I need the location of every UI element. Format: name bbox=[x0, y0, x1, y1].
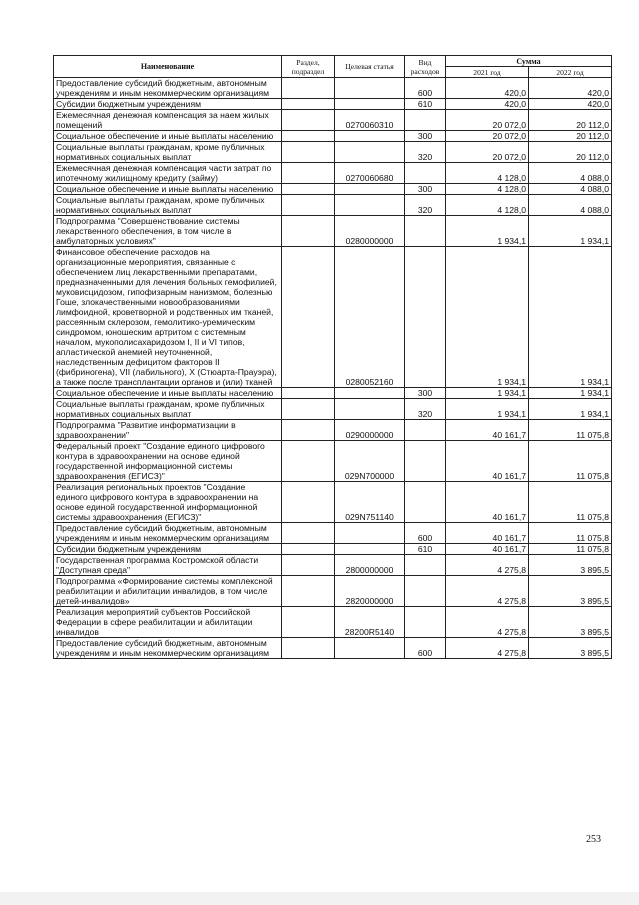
row-section bbox=[282, 482, 335, 523]
row-2021: 40 161,7 bbox=[446, 420, 529, 441]
table-row bbox=[54, 184, 612, 195]
table-row bbox=[54, 555, 612, 576]
row-section bbox=[282, 555, 335, 576]
row-section bbox=[282, 142, 335, 163]
table-row bbox=[54, 131, 612, 142]
row-2021: 1 934,1 bbox=[446, 216, 529, 247]
row-2022: 1 934,1 bbox=[529, 399, 612, 420]
row-2022: 4 088,0 bbox=[529, 184, 612, 195]
table-row bbox=[54, 576, 612, 607]
table-row bbox=[54, 195, 612, 216]
row-target: 029N700000 bbox=[335, 441, 405, 482]
row-2021: 20 072,0 bbox=[446, 110, 529, 131]
row-type bbox=[405, 110, 446, 131]
header-name: Наименование bbox=[54, 56, 282, 78]
row-2021: 4 275,8 bbox=[446, 555, 529, 576]
table-header bbox=[54, 56, 612, 78]
row-section bbox=[282, 607, 335, 638]
row-name: Государственная программа Костромской области "Доступная среда" bbox=[54, 555, 282, 576]
row-target: 0290000000 bbox=[335, 420, 405, 441]
row-section bbox=[282, 638, 335, 659]
row-2022: 3 895,5 bbox=[529, 607, 612, 638]
row-type bbox=[405, 607, 446, 638]
row-target: 2820000000 bbox=[335, 576, 405, 607]
row-2022: 11 075,8 bbox=[529, 544, 612, 555]
row-target: 0280052160 bbox=[335, 247, 405, 388]
row-name: Социальные выплаты гражданам, кроме публичных нормативных социальных выплат bbox=[54, 195, 282, 216]
row-2022: 1 934,1 bbox=[529, 247, 612, 388]
row-name: Предоставление субсидий бюджетным, автономным учреждениям и иным некоммерческим организациям bbox=[54, 523, 282, 544]
row-2022: 20 112,0 bbox=[529, 110, 612, 131]
row-target: 0270060310 bbox=[335, 110, 405, 131]
row-target: 2800000000 bbox=[335, 555, 405, 576]
row-2021: 4 128,0 bbox=[446, 163, 529, 184]
row-section bbox=[282, 184, 335, 195]
table-row bbox=[54, 441, 612, 482]
row-2021: 420,0 bbox=[446, 99, 529, 110]
header-2021: 2021 год bbox=[446, 67, 529, 78]
row-2022: 420,0 bbox=[529, 78, 612, 99]
row-2022: 11 075,8 bbox=[529, 420, 612, 441]
row-name: Реализация мероприятий субъектов Российской Федерации в сфере реабилитации и абилитации инвалидов bbox=[54, 607, 282, 638]
row-2021: 4 275,8 bbox=[446, 638, 529, 659]
row-2022: 1 934,1 bbox=[529, 216, 612, 247]
header-sum: Сумма bbox=[446, 56, 612, 67]
table-row bbox=[54, 99, 612, 110]
table-row bbox=[54, 523, 612, 544]
header-target: Целевая статья bbox=[335, 56, 405, 78]
row-2021: 4 128,0 bbox=[446, 195, 529, 216]
row-2021: 40 161,7 bbox=[446, 482, 529, 523]
row-2021: 4 275,8 bbox=[446, 576, 529, 607]
scan-edge bbox=[0, 892, 639, 905]
row-name: Ежемесячная денежная компенсация части затрат по ипотечному жилищному кредиту (займу) bbox=[54, 163, 282, 184]
row-target: 0280000000 bbox=[335, 216, 405, 247]
table-row bbox=[54, 216, 612, 247]
row-name: Социальное обеспечение и иные выплаты населению bbox=[54, 388, 282, 399]
row-type bbox=[405, 555, 446, 576]
row-target bbox=[335, 99, 405, 110]
row-name: Социальные выплаты гражданам, кроме публичных нормативных социальных выплат bbox=[54, 142, 282, 163]
row-2022: 4 088,0 bbox=[529, 195, 612, 216]
row-name: Субсидии бюджетным учреждениям bbox=[54, 99, 282, 110]
row-name: Социальное обеспечение и иные выплаты населению bbox=[54, 131, 282, 142]
row-type bbox=[405, 576, 446, 607]
row-2021: 40 161,7 bbox=[446, 441, 529, 482]
row-2021: 420,0 bbox=[446, 78, 529, 99]
row-name: Федеральный проект "Создание единого цифрового контура в здравоохранении на основе единой государственной информационной системы здравоохранения (ЕГИСЗ)" bbox=[54, 441, 282, 482]
row-target bbox=[335, 388, 405, 399]
row-name: Финансовое обеспечение расходов на организационные мероприятия, связанные с обеспечением лиц лекарственными препаратами, предназначенными для лечения больных гемофилией, муковисцидозом, гипофизарным нанизмом, болезнью Гоше, злокачественными новообразованиями лимфоидной, кроветворной и родственных им тканей, рассеянным склерозом, гемолитико-уремическим синдромом, юношеским артритом с системным началом, мукополисахаридозом I, II и VI типов, апластической анемией неуточненной, наследственным дефицитом факторов II (фибриногена), VII (лабильного), X (Стюарта-Прауэра), а также после трансплантации органов и (или) тканей bbox=[54, 247, 282, 388]
row-type: 300 bbox=[405, 388, 446, 399]
row-2021: 20 072,0 bbox=[446, 131, 529, 142]
row-type: 300 bbox=[405, 131, 446, 142]
row-type: 600 bbox=[405, 523, 446, 544]
row-section bbox=[282, 420, 335, 441]
row-type bbox=[405, 163, 446, 184]
row-section bbox=[282, 216, 335, 247]
row-target bbox=[335, 544, 405, 555]
table-row bbox=[54, 420, 612, 441]
row-type: 610 bbox=[405, 99, 446, 110]
table-row bbox=[54, 163, 612, 184]
row-type: 320 bbox=[405, 399, 446, 420]
row-type bbox=[405, 247, 446, 388]
table-row bbox=[54, 607, 612, 638]
row-target bbox=[335, 638, 405, 659]
row-section bbox=[282, 195, 335, 216]
row-2021: 4 275,8 bbox=[446, 607, 529, 638]
row-2022: 3 895,5 bbox=[529, 638, 612, 659]
row-section bbox=[282, 78, 335, 99]
row-name: Ежемесячная денежная компенсация за наем жилых помещений bbox=[54, 110, 282, 131]
table-row bbox=[54, 544, 612, 555]
row-2022: 20 112,0 bbox=[529, 131, 612, 142]
row-2021: 40 161,7 bbox=[446, 523, 529, 544]
row-2022: 11 075,8 bbox=[529, 523, 612, 544]
row-section bbox=[282, 544, 335, 555]
row-type bbox=[405, 482, 446, 523]
row-target: 0270060680 bbox=[335, 163, 405, 184]
row-type: 320 bbox=[405, 142, 446, 163]
row-2022: 11 075,8 bbox=[529, 441, 612, 482]
row-type bbox=[405, 441, 446, 482]
row-name: Подпрограмма "Совершенствование системы лекарственного обеспечения, в том числе в амбулаторных условиях" bbox=[54, 216, 282, 247]
table-row bbox=[54, 388, 612, 399]
page-number: 253 bbox=[586, 834, 601, 845]
table-row bbox=[54, 399, 612, 420]
row-section bbox=[282, 399, 335, 420]
row-name: Социальное обеспечение и иные выплаты населению bbox=[54, 184, 282, 195]
row-2022: 4 088,0 bbox=[529, 163, 612, 184]
row-target bbox=[335, 523, 405, 544]
row-target bbox=[335, 142, 405, 163]
row-target: 28200R5140 bbox=[335, 607, 405, 638]
row-section bbox=[282, 247, 335, 388]
row-type: 600 bbox=[405, 638, 446, 659]
row-target: 029N751140 bbox=[335, 482, 405, 523]
row-target bbox=[335, 195, 405, 216]
row-2021: 20 072,0 bbox=[446, 142, 529, 163]
row-2022: 3 895,5 bbox=[529, 555, 612, 576]
row-2022: 420,0 bbox=[529, 99, 612, 110]
row-type: 300 bbox=[405, 184, 446, 195]
row-name: Субсидии бюджетным учреждениям bbox=[54, 544, 282, 555]
row-target bbox=[335, 184, 405, 195]
row-section bbox=[282, 110, 335, 131]
row-name: Социальные выплаты гражданам, кроме публичных нормативных социальных выплат bbox=[54, 399, 282, 420]
table-row bbox=[54, 247, 612, 388]
table-row bbox=[54, 482, 612, 523]
row-section bbox=[282, 131, 335, 142]
row-2021: 1 934,1 bbox=[446, 247, 529, 388]
row-2021: 1 934,1 bbox=[446, 399, 529, 420]
row-section bbox=[282, 99, 335, 110]
row-target bbox=[335, 78, 405, 99]
row-name: Предоставление субсидий бюджетным, автономным учреждениям и иным некоммерческим организациям bbox=[54, 78, 282, 99]
row-name: Реализация региональных проектов "Создание единого цифрового контура в здравоохранении на основе единой государственной информационной системы здравоохранения (ЕГИСЗ)" bbox=[54, 482, 282, 523]
budget-table bbox=[53, 55, 612, 659]
row-type: 610 bbox=[405, 544, 446, 555]
row-2022: 11 075,8 bbox=[529, 482, 612, 523]
header-section: Раздел, подраздел bbox=[282, 56, 335, 78]
row-section bbox=[282, 441, 335, 482]
table-row bbox=[54, 142, 612, 163]
row-section bbox=[282, 163, 335, 184]
row-target bbox=[335, 131, 405, 142]
row-name: Подпрограмма «Формирование системы комплексной реабилитации и абилитации инвалидов, в том числе детей-инвалидов» bbox=[54, 576, 282, 607]
row-2022: 3 895,5 bbox=[529, 576, 612, 607]
header-type: Вид расходов bbox=[405, 56, 446, 78]
row-2022: 1 934,1 bbox=[529, 388, 612, 399]
row-2022: 20 112,0 bbox=[529, 142, 612, 163]
row-section bbox=[282, 388, 335, 399]
row-2021: 1 934,1 bbox=[446, 388, 529, 399]
row-name: Предоставление субсидий бюджетным, автономным учреждениям и иным некоммерческим организациям bbox=[54, 638, 282, 659]
table-row bbox=[54, 638, 612, 659]
row-type: 600 bbox=[405, 78, 446, 99]
header-2022: 2022 год bbox=[529, 67, 612, 78]
row-type: 320 bbox=[405, 195, 446, 216]
row-target bbox=[335, 399, 405, 420]
table-row bbox=[54, 78, 612, 99]
row-name: Подпрограмма "Развитие информатизации в здравоохранении" bbox=[54, 420, 282, 441]
table-row bbox=[54, 110, 612, 131]
row-type bbox=[405, 420, 446, 441]
row-2021: 40 161,7 bbox=[446, 544, 529, 555]
row-type bbox=[405, 216, 446, 247]
table-body bbox=[54, 78, 612, 659]
row-2021: 4 128,0 bbox=[446, 184, 529, 195]
row-section bbox=[282, 523, 335, 544]
row-section bbox=[282, 576, 335, 607]
